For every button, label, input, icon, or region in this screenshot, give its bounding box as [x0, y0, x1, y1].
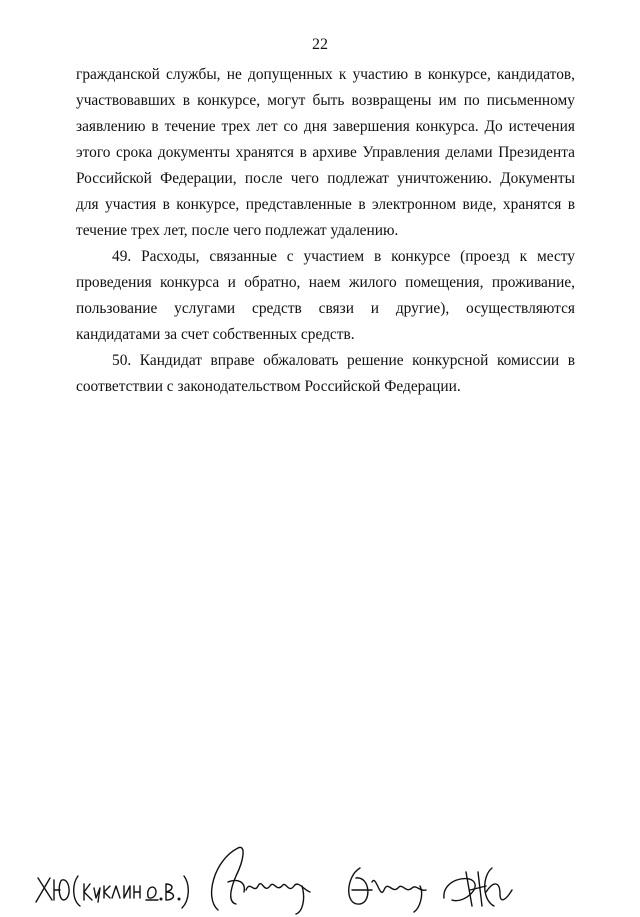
paragraph-50: 50. Кандидат вправе обжаловать решение конкурсной комиссии в соответствии с законодательством Российской Федерации.: [76, 352, 575, 395]
handwritten-signatures: [0, 820, 640, 917]
document-body: [76, 62, 575, 400]
page-number: 22: [312, 36, 328, 53]
signature-3: [444, 868, 512, 906]
signature-2: [349, 868, 426, 912]
paragraph-continuation: гражданской службы, не допущенных к участию в конкурсе, кандидатов, участвовавших в конкурсе, могут быть возвращены им по письменному заявлению в течение трех лет со дня завершения конкурса. До истечения этого срока документы хранятся в архиве Управления делами Президента Российской Федерации, после чего подлежат уничтожению. Документы для участия в конкурсе, представленные в электронном виде, хранятся в течение трех лет, после чего подлежат удалению.: [76, 66, 575, 239]
handwritten-note: [36, 876, 188, 908]
signature-1: [212, 847, 310, 914]
paragraph-49: 49. Расходы, связанные с участием в конкурсе (проезд к месту проведения конкурса и обратно, наем жилого помещения, проживание, пользование услугами средств связи и другие), осуществляются кандидатами за счет собственных средств.: [76, 248, 575, 343]
signature-area: [0, 820, 640, 917]
